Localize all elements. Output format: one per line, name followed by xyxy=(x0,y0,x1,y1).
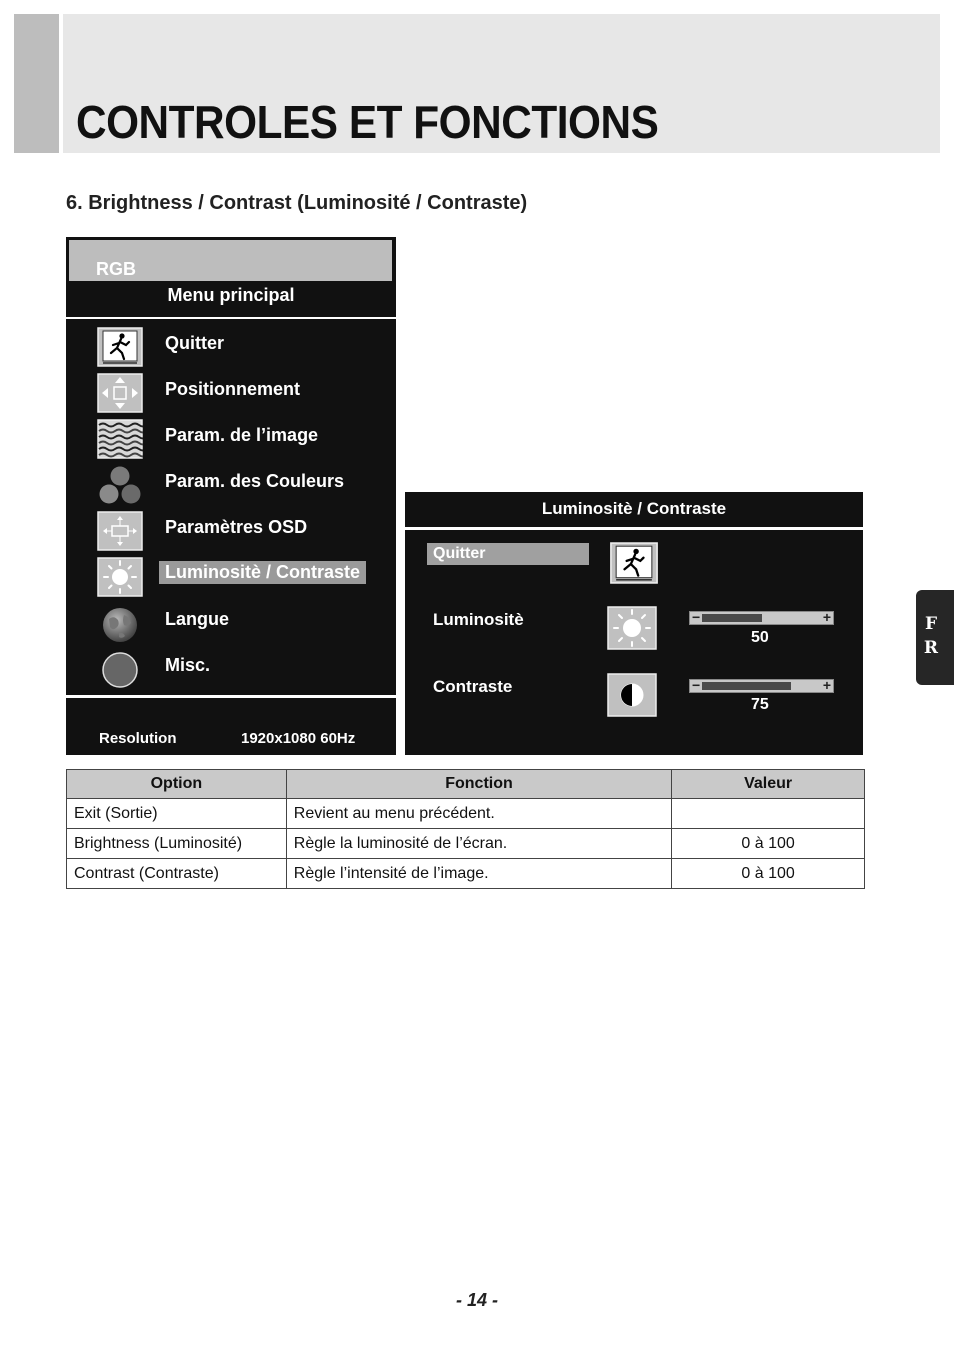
osd-menu-item-positionnement[interactable] xyxy=(66,369,396,415)
header-accent-bar xyxy=(14,14,59,153)
osd-sub-menu xyxy=(405,530,863,755)
image-pattern-icon xyxy=(97,419,143,459)
osd-sub-quit-label: Quitter xyxy=(433,545,486,562)
brightness-value: 50 xyxy=(751,629,769,646)
minus-icon[interactable]: − xyxy=(692,609,701,625)
resolution-value: 1920x1080 60Hz xyxy=(241,730,356,747)
table-cell: 0 à 100 xyxy=(672,829,865,859)
osd-settings-icon xyxy=(97,511,143,551)
osd-menu-label: Quitter xyxy=(165,333,225,353)
table-row xyxy=(67,799,865,829)
table-cell: Règle la luminosité de l’écran. xyxy=(286,829,671,859)
table-cell: 0 à 100 xyxy=(672,859,865,889)
table-cell xyxy=(672,799,865,829)
color-circles-icon xyxy=(97,465,143,505)
osd-menu-label: Positionnement xyxy=(165,379,301,399)
osd-main-menu xyxy=(66,319,396,695)
osd-main-title: Menu principal xyxy=(167,285,295,305)
page-title: CONTROLES ET FONCTIONS xyxy=(76,96,659,148)
circle-icon xyxy=(97,649,143,689)
section-title: 6. Brightness / Contrast (Luminosité / Contraste) xyxy=(66,192,528,214)
table-row xyxy=(67,829,865,859)
brightness-label: Luminositè xyxy=(433,610,524,629)
table-header-row xyxy=(67,770,865,799)
table-header-cell: Fonction xyxy=(286,770,671,799)
table-cell: Exit (Sortie) xyxy=(67,799,287,829)
osd-menu-label: Misc. xyxy=(165,655,211,675)
osd-menu-item-quitter[interactable] xyxy=(66,323,396,369)
minus-icon[interactable]: − xyxy=(692,677,701,693)
contrast-label: Contraste xyxy=(433,677,513,696)
osd-menu-item-luminosite[interactable] xyxy=(66,553,396,599)
osd-menu-item-osd[interactable] xyxy=(66,507,396,553)
options-table xyxy=(66,769,865,889)
osd-main-header xyxy=(66,237,396,317)
language-tab xyxy=(916,590,954,685)
osd-menu-label: Langue xyxy=(165,609,230,629)
osd-status-bar xyxy=(66,698,396,755)
language-tab-letter: F xyxy=(924,614,938,634)
table-header-cell: Option xyxy=(67,770,287,799)
globe-icon xyxy=(97,603,143,643)
sun-icon xyxy=(607,606,657,650)
page-number: - 14 - xyxy=(455,1290,498,1310)
osd-menu-label: Paramètres OSD xyxy=(165,517,308,537)
table-cell: Règle l’intensité de l’image. xyxy=(286,859,671,889)
osd-menu-item-langue[interactable] xyxy=(66,599,396,645)
osd-menu-item-couleurs[interactable] xyxy=(66,461,396,507)
slider-fill xyxy=(702,614,762,622)
table-cell: Contrast (Contraste) xyxy=(67,859,287,889)
exit-icon xyxy=(97,327,143,367)
contrast-slider[interactable] xyxy=(689,679,834,693)
resolution-label: Resolution xyxy=(99,730,177,747)
osd-sub-quit-button[interactable] xyxy=(427,543,589,565)
contrast-value: 75 xyxy=(751,696,769,713)
slider-fill xyxy=(702,682,791,690)
osd-menu-item-misc[interactable] xyxy=(66,645,396,691)
contrast-icon xyxy=(607,673,657,717)
plus-icon[interactable]: + xyxy=(822,609,831,625)
osd-sub-title: Luminositè / Contraste xyxy=(541,499,727,518)
brightness-slider[interactable] xyxy=(689,611,834,625)
sun-icon xyxy=(97,557,143,597)
osd-input-label: RGB xyxy=(96,259,136,279)
osd-menu-label: Luminositè / Contraste xyxy=(159,561,366,584)
plus-icon[interactable]: + xyxy=(822,677,831,693)
table-row xyxy=(67,859,865,889)
osd-menu-item-image[interactable] xyxy=(66,415,396,461)
language-tab-letter: R xyxy=(923,638,939,658)
osd-menu-label: Param. de l’image xyxy=(165,425,319,445)
table-cell: Revient au menu précédent. xyxy=(286,799,671,829)
table-header-cell: Valeur xyxy=(672,770,865,799)
osd-sub-header xyxy=(405,492,863,527)
position-arrows-icon xyxy=(97,373,143,413)
exit-icon[interactable] xyxy=(609,542,659,584)
osd-menu-label: Param. des Couleurs xyxy=(165,471,345,491)
table-cell: Brightness (Luminosité) xyxy=(67,829,287,859)
